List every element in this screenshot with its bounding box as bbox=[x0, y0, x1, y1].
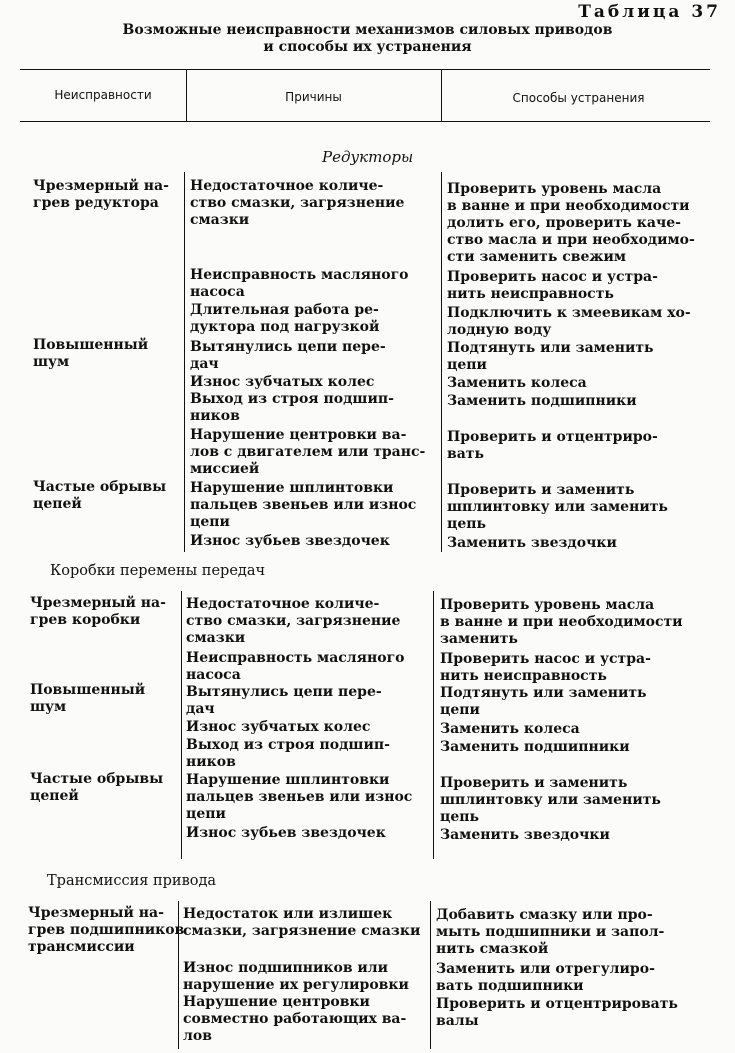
remedy-cell: Заменить колеса bbox=[447, 375, 587, 391]
fault-cell: Повышенный шум bbox=[33, 337, 149, 370]
remedy-cell: Проверить насос и устра- нить неисправность bbox=[440, 651, 651, 684]
remedy-cell: Заменить звездочки bbox=[440, 827, 610, 843]
fault-cell: Чрезмерный на- грев подшипников трансмиссии bbox=[28, 905, 185, 955]
cause-cell: Износ зубьев звездочек bbox=[186, 825, 386, 841]
section-title-transmission: Трансмиссия привода bbox=[47, 873, 217, 889]
remedy-cell: Проверить уровень масла в ванне и при необходимости долить его, проверить каче- ство масла и при необходимо- сти заменить свежим bbox=[447, 181, 695, 265]
cause-cell: Длительная работа ре- дуктора под нагрузкой bbox=[190, 302, 380, 335]
remedy-cell: Подтянуть или заменить цепи bbox=[447, 340, 654, 373]
cause-cell: Вытянулись цепи пере- дач bbox=[190, 339, 386, 372]
header-bottom-rule bbox=[20, 121, 710, 122]
cause-cell: Вытянулись цепи пере- дач bbox=[186, 684, 382, 717]
cause-cell: Выход из строя подшип- ников bbox=[190, 391, 394, 424]
remedy-cell: Заменить подшипники bbox=[440, 739, 630, 755]
col-divider-2-sec3 bbox=[430, 901, 431, 1049]
remedy-cell: Подключить к змеевикам хо- лодную воду bbox=[447, 305, 691, 338]
col-divider-2-sec1 bbox=[441, 172, 442, 552]
remedy-cell: Проверить насос и устра- нить неисправность bbox=[447, 269, 658, 302]
col-divider-1-sec1 bbox=[184, 172, 185, 552]
remedy-cell: Заменить колеса bbox=[440, 721, 580, 737]
fault-cell: Частые обрывы цепей bbox=[30, 771, 164, 804]
cause-cell: Выход из строя подшип- ников bbox=[186, 737, 390, 770]
remedy-cell: Заменить подшипники bbox=[447, 393, 637, 409]
cause-cell: Неисправность масляного насоса bbox=[190, 267, 409, 300]
col-divider-1-sec2 bbox=[181, 591, 182, 859]
cause-cell: Неисправность масляного насоса bbox=[186, 650, 405, 683]
table-title-line-1: Возможные неисправности механизмов силовых приводов bbox=[122, 22, 613, 38]
remedy-cell: Проверить и заменить шплинтовку или заменить цепь bbox=[440, 775, 661, 825]
cause-cell: Недостаточное количе- ство смазки, загрязнение смазки bbox=[190, 178, 405, 228]
header-top-rule bbox=[20, 69, 710, 70]
section-title-gearboxes: Коробки перемены передач bbox=[50, 563, 266, 579]
cause-cell: Износ подшипников или нарушение их регулировки bbox=[183, 960, 409, 993]
cause-cell: Нарушение шплинтовки пальцев звеньев или износ цепи bbox=[190, 480, 417, 530]
remedy-cell: Подтянуть или заменить цепи bbox=[440, 685, 647, 718]
remedy-cell: Проверить и отцентриро- вать bbox=[447, 429, 658, 462]
remedy-cell: Проверить и заменить шплинтовку или заменить цепь bbox=[447, 482, 668, 532]
cause-cell: Нарушение центровки ва- лов с двигателем или транс- миссией bbox=[190, 427, 426, 477]
cause-cell: Износ зубьев звездочек bbox=[190, 533, 390, 549]
cause-cell: Нарушение шплинтовки пальцев звеньев или износ цепи bbox=[186, 772, 413, 822]
cause-cell: Недостаточное количе- ство смазки, загрязнение смазки bbox=[186, 596, 401, 646]
header-faults: Неисправности bbox=[54, 88, 152, 102]
remedy-cell: Проверить уровень масла в ванне и при необходимости заменить bbox=[440, 597, 683, 647]
table-title-line-2: и способы их устранения bbox=[263, 39, 472, 55]
fault-cell: Повышенный шум bbox=[30, 682, 146, 715]
fault-cell: Частые обрывы цепей bbox=[33, 479, 167, 512]
header-causes: Причины bbox=[285, 90, 342, 104]
remedy-cell: Заменить или отрегулиро- вать подшипники bbox=[436, 961, 655, 994]
remedy-cell: Добавить смазку или про- мыть подшипники и запол- нить смазкой bbox=[436, 907, 665, 957]
remedy-cell: Заменить звездочки bbox=[447, 535, 617, 551]
cause-cell: Износ зубчатых колес bbox=[190, 374, 375, 390]
section-title-reducers: Редукторы bbox=[322, 148, 414, 166]
cause-cell: Недостаток или излишек смазки, загрязнение смазки bbox=[183, 906, 421, 939]
table-number: Таблица 37 bbox=[578, 2, 721, 22]
fault-cell: Чрезмерный на- грев коробки bbox=[30, 595, 166, 628]
header-remedies: Способы устранения bbox=[512, 91, 645, 105]
remedy-cell: Проверить и отцентрировать валы bbox=[436, 996, 678, 1029]
fault-cell: Чрезмерный на- грев редуктора bbox=[33, 178, 169, 211]
cause-cell: Нарушение центровки совместно работающих ва- лов bbox=[183, 994, 407, 1044]
cause-cell: Износ зубчатых колес bbox=[186, 719, 371, 735]
col-divider-2-sec2 bbox=[433, 591, 434, 859]
